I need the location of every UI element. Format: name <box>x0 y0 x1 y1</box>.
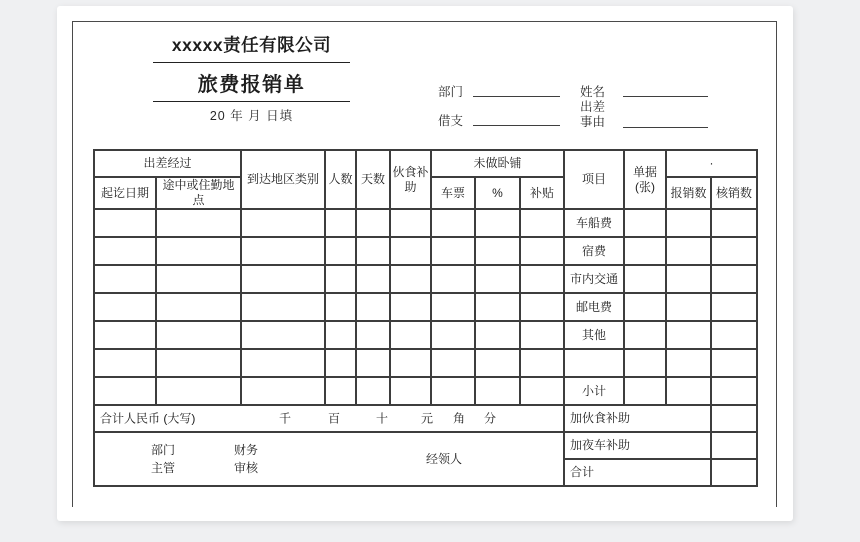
unit-jiao: 角 <box>453 411 466 425</box>
empty-cell <box>475 265 520 293</box>
header-subsidy: 补贴 <box>520 177 564 209</box>
empty-cell <box>390 265 431 293</box>
table-row <box>94 349 757 377</box>
signature-row-1 <box>94 432 757 459</box>
table-row <box>94 209 757 237</box>
table-row <box>94 265 757 293</box>
dept-head-line2: 主管 <box>151 461 176 475</box>
empty-cell <box>241 209 325 237</box>
header-people-count: 人数 <box>325 150 356 209</box>
department-head-signature <box>151 441 175 477</box>
item-cell: 车船费 <box>564 209 624 237</box>
empty-cell <box>390 349 431 377</box>
empty-cell <box>624 377 666 405</box>
header-verified-count: 核销数 <box>711 177 757 209</box>
department-label: 部门 <box>438 85 464 99</box>
item-cell: 市内交通 <box>564 265 624 293</box>
empty-cell <box>356 209 390 237</box>
empty-cell <box>325 209 356 237</box>
empty-cell <box>520 237 564 265</box>
empty-cell <box>475 209 520 237</box>
form-page <box>57 6 793 521</box>
empty-cell <box>431 209 475 237</box>
empty-cell <box>711 459 757 486</box>
empty-cell <box>390 377 431 405</box>
empty-cell <box>666 237 711 265</box>
finance-line2: 审核 <box>234 461 259 475</box>
header-trip-course: 出差经过 <box>94 150 241 177</box>
empty-cell <box>666 349 711 377</box>
header-item: 项目 <box>564 150 624 209</box>
empty-cell <box>520 265 564 293</box>
empty-cell <box>475 377 520 405</box>
empty-cell <box>666 209 711 237</box>
advance-label: 借支 <box>438 114 464 128</box>
empty-cell <box>356 321 390 349</box>
header-receipts-line1: 单据 <box>633 164 658 179</box>
name-label: 姓名 <box>580 85 606 99</box>
header-arrival-area-type: 到达地区类别 <box>241 150 325 209</box>
header-percent: % <box>475 177 520 209</box>
empty-cell <box>390 293 431 321</box>
empty-cell <box>711 209 757 237</box>
empty-cell <box>624 209 666 237</box>
empty-cell <box>241 265 325 293</box>
empty-cell <box>666 321 711 349</box>
empty-cell <box>356 293 390 321</box>
empty-cell <box>711 432 757 459</box>
item-cell: 宿费 <box>564 237 624 265</box>
empty-cell <box>356 377 390 405</box>
empty-cell <box>356 349 390 377</box>
empty-cell <box>431 237 475 265</box>
form-title: 旅费报销单 <box>153 68 350 102</box>
empty-cell <box>520 377 564 405</box>
signatures-cell <box>94 432 564 486</box>
empty-cell <box>520 209 564 237</box>
empty-cell <box>431 293 475 321</box>
empty-cell <box>356 237 390 265</box>
item-cell: 其他 <box>564 321 624 349</box>
empty-cell <box>711 293 757 321</box>
total-in-words-cell <box>94 405 564 432</box>
empty-cell <box>475 293 520 321</box>
unit-yuan: 元 <box>421 411 434 425</box>
trip-reason-label-line2: 事由 <box>580 115 606 129</box>
empty-cell <box>711 405 757 432</box>
empty-cell <box>241 377 325 405</box>
empty-cell <box>711 265 757 293</box>
unit-thousand: 千 <box>279 411 292 425</box>
empty-cell <box>94 349 156 377</box>
header-days-count: 天数 <box>356 150 390 209</box>
empty-cell <box>624 293 666 321</box>
total-amount-row <box>94 405 757 432</box>
empty-cell <box>241 237 325 265</box>
dept-head-line1: 部门 <box>151 443 176 457</box>
empty-cell <box>390 209 431 237</box>
empty-cell <box>94 377 156 405</box>
empty-cell <box>94 293 156 321</box>
empty-cell <box>356 265 390 293</box>
empty-cell <box>475 237 520 265</box>
fill-date-line: 20 年 月 日填 <box>209 109 294 123</box>
empty-cell <box>711 377 757 405</box>
unit-hundred: 百 <box>328 411 341 425</box>
item-cell: 邮电费 <box>564 293 624 321</box>
name-fill-line <box>623 96 708 97</box>
table-row <box>94 293 757 321</box>
empty-cell <box>431 265 475 293</box>
empty-cell <box>156 377 241 405</box>
empty-cell <box>711 349 757 377</box>
empty-cell <box>156 265 241 293</box>
empty-cell <box>325 321 356 349</box>
empty-cell <box>325 265 356 293</box>
table-row <box>94 377 757 405</box>
header-receipts-line2: (张) <box>635 179 656 194</box>
item-cell <box>564 349 624 377</box>
empty-cell <box>156 209 241 237</box>
extra-row-label: 加夜车补助 <box>564 432 711 459</box>
item-cell: 小计 <box>564 377 624 405</box>
recipient-signature: 经领人 <box>426 452 463 466</box>
empty-cell <box>325 293 356 321</box>
header-route-or-stay-place: 途中或住勤地点 <box>156 177 241 209</box>
empty-cell <box>94 265 156 293</box>
header-start-end-date: 起讫日期 <box>94 177 156 209</box>
table-row <box>94 237 757 265</box>
empty-cell <box>666 265 711 293</box>
header-receipts-count <box>624 150 666 209</box>
empty-cell <box>624 237 666 265</box>
table-row <box>94 321 757 349</box>
empty-cell <box>241 321 325 349</box>
empty-cell <box>325 349 356 377</box>
empty-cell <box>156 321 241 349</box>
empty-cell <box>390 321 431 349</box>
empty-cell <box>624 349 666 377</box>
finance-audit-signature <box>234 441 258 477</box>
unit-ten: 十 <box>376 411 389 425</box>
department-fill-line <box>473 96 560 97</box>
empty-cell <box>711 237 757 265</box>
empty-cell <box>520 349 564 377</box>
empty-cell <box>520 321 564 349</box>
header-reimbursed-count: 报销数 <box>666 177 711 209</box>
empty-cell <box>94 321 156 349</box>
header-amount-dot: · <box>666 150 757 177</box>
empty-cell <box>431 321 475 349</box>
extra-row-label: 加伙食补助 <box>564 405 711 432</box>
company-name: xxxxx责任有限公司 <box>153 32 350 63</box>
finance-line1: 财务 <box>234 443 259 457</box>
empty-cell <box>156 237 241 265</box>
empty-cell <box>666 293 711 321</box>
header-meal-allowance: 伙食补助 <box>390 150 431 209</box>
trip-reason-label-line1: 出差 <box>580 100 606 114</box>
unit-fen: 分 <box>484 411 497 425</box>
empty-cell <box>325 237 356 265</box>
trip-reason-fill-line <box>623 127 708 128</box>
empty-cell <box>156 293 241 321</box>
expense-table <box>93 149 758 487</box>
empty-cell <box>94 237 156 265</box>
extra-row-label: 合计 <box>564 459 711 486</box>
empty-cell <box>241 293 325 321</box>
empty-cell <box>624 265 666 293</box>
empty-cell <box>241 349 325 377</box>
empty-cell <box>156 349 241 377</box>
header-row-1 <box>94 150 757 177</box>
empty-cell <box>390 237 431 265</box>
empty-cell <box>624 321 666 349</box>
header-ticket: 车票 <box>431 177 475 209</box>
empty-cell <box>475 349 520 377</box>
empty-cell <box>94 209 156 237</box>
header-no-sleeper-berth: 未做卧铺 <box>431 150 564 177</box>
empty-cell <box>325 377 356 405</box>
empty-cell <box>475 321 520 349</box>
empty-cell <box>431 349 475 377</box>
empty-cell <box>431 377 475 405</box>
empty-cell <box>666 377 711 405</box>
empty-cell <box>711 321 757 349</box>
total-in-words-label: 合计人民币 (大写) <box>100 411 196 425</box>
advance-fill-line <box>473 125 560 126</box>
empty-cell <box>520 293 564 321</box>
